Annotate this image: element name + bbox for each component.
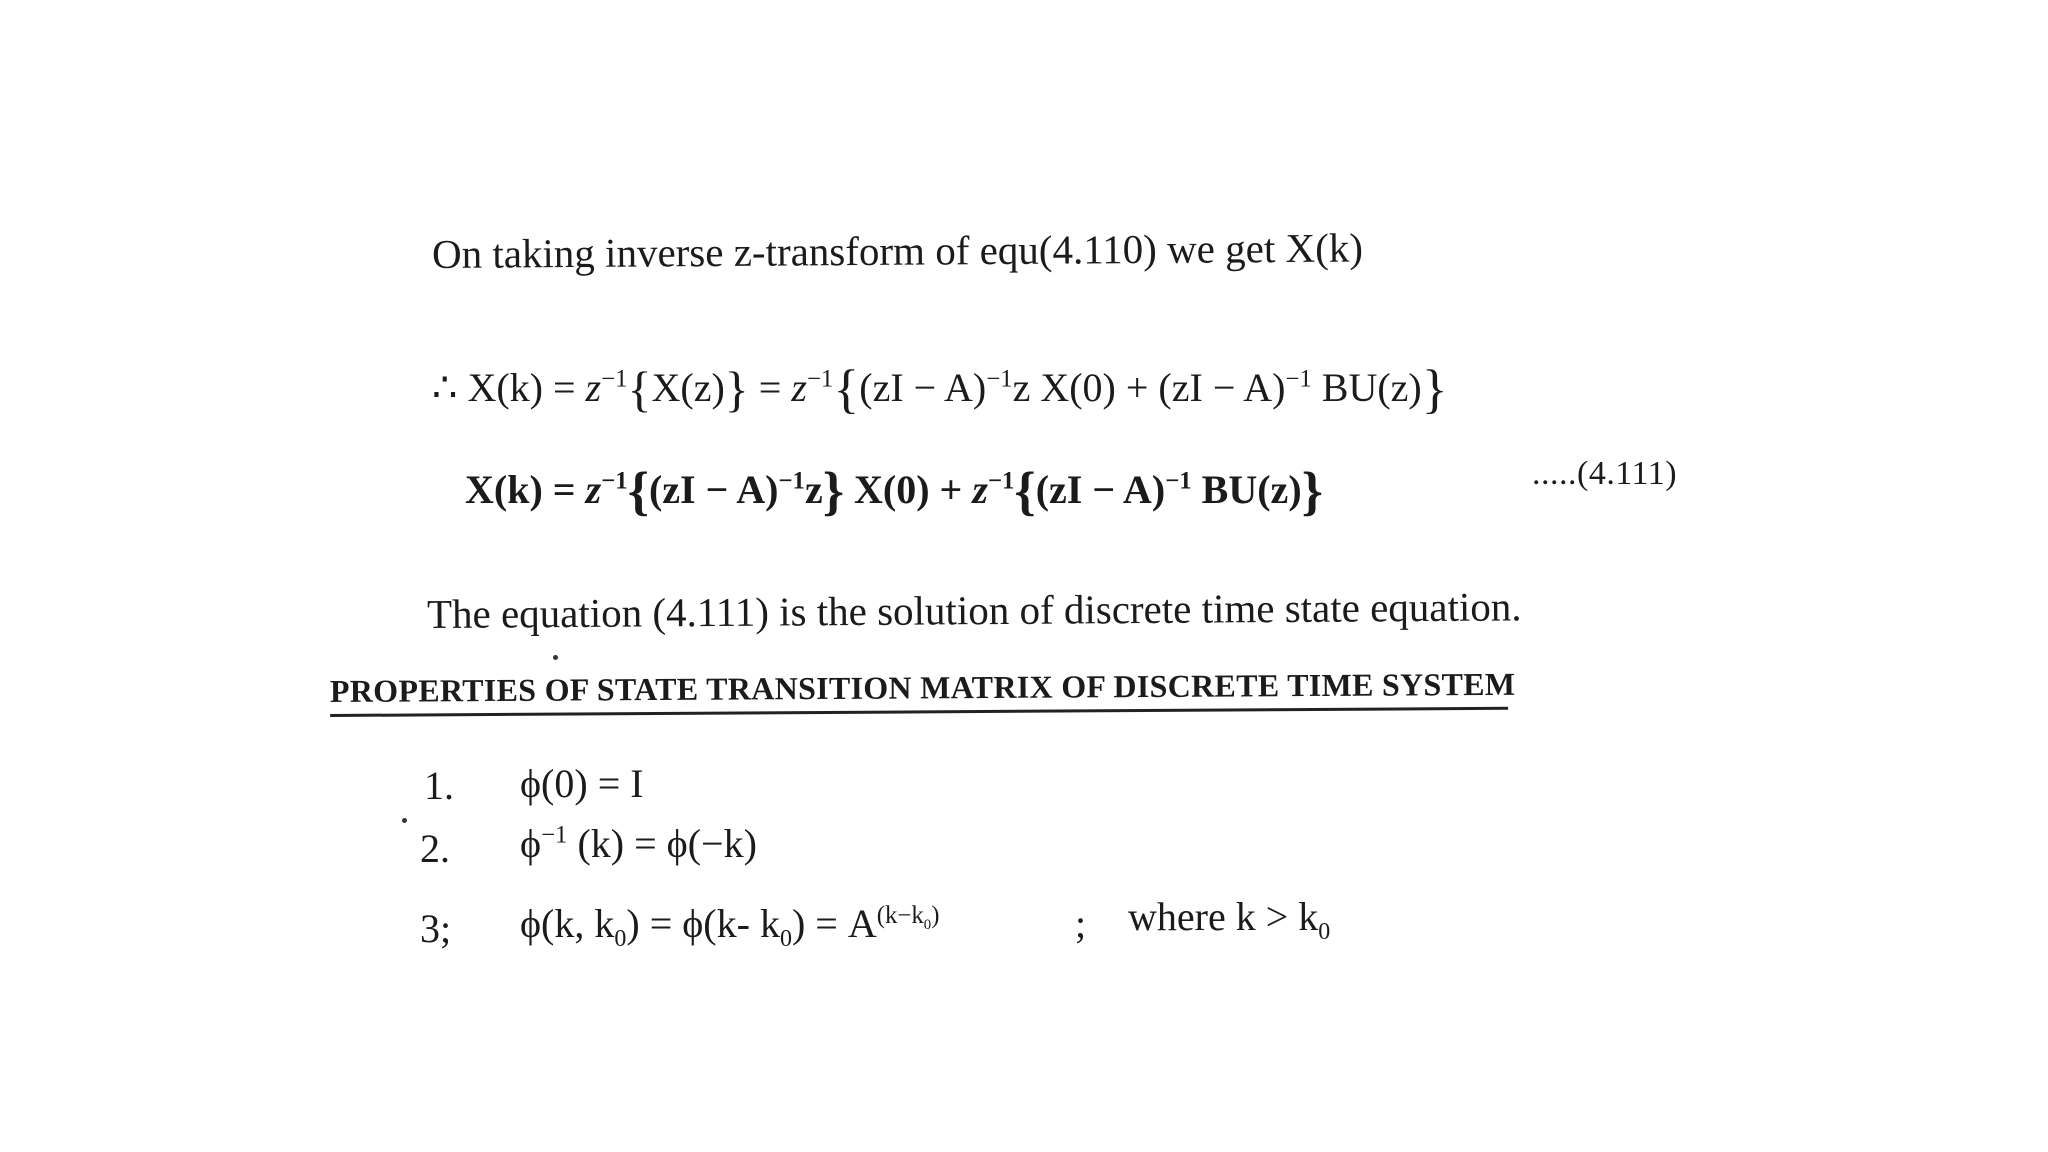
scan-speck [553,655,558,660]
equation-number: .....(4.111) [1532,455,1678,492]
property-number: 3; [420,906,452,951]
property-number: 1. [424,763,454,808]
equation-inverse-z-transform: ∴ $X(k) = z^{-1}\{X(z)\} = z^{-1}\{(zI - A)^{-1}z$ X(0) + (zI − A)$^{-1}$ BU(z)} [432,359,1448,419]
property-number: 2. [420,826,450,871]
summary-paragraph: The equation (4.111) is the solution of discrete time state equation. [426,583,1522,637]
scan-speck [402,818,407,823]
condition-separator: ; [1075,901,1087,946]
property-1: ϕ(0) = I [520,761,644,806]
section-heading: PROPERTIES OF STATE TRANSITION MATRIX OF DISCRETE TIME SYSTEM [330,666,1508,717]
intro-paragraph: On taking inverse z-transform of equ(4.110) we get X(k) [431,224,1364,277]
property-3: ϕ(k, $k_0) = \phi(k-$ $k_0) = A^{(k-k_0)}$ [520,901,940,952]
condition-text: where $k > k_0$ [1128,894,1331,945]
equation-4-111: $X(k) = z^{-1}\{(zI - A)^{-1}z\} X(0) + z^{-1}\{(zI - A)^{-1}$ BU(z)} [465,461,1323,521]
property-2: $\phi^{-1}$ (k) = ϕ(−k) [520,821,757,866]
